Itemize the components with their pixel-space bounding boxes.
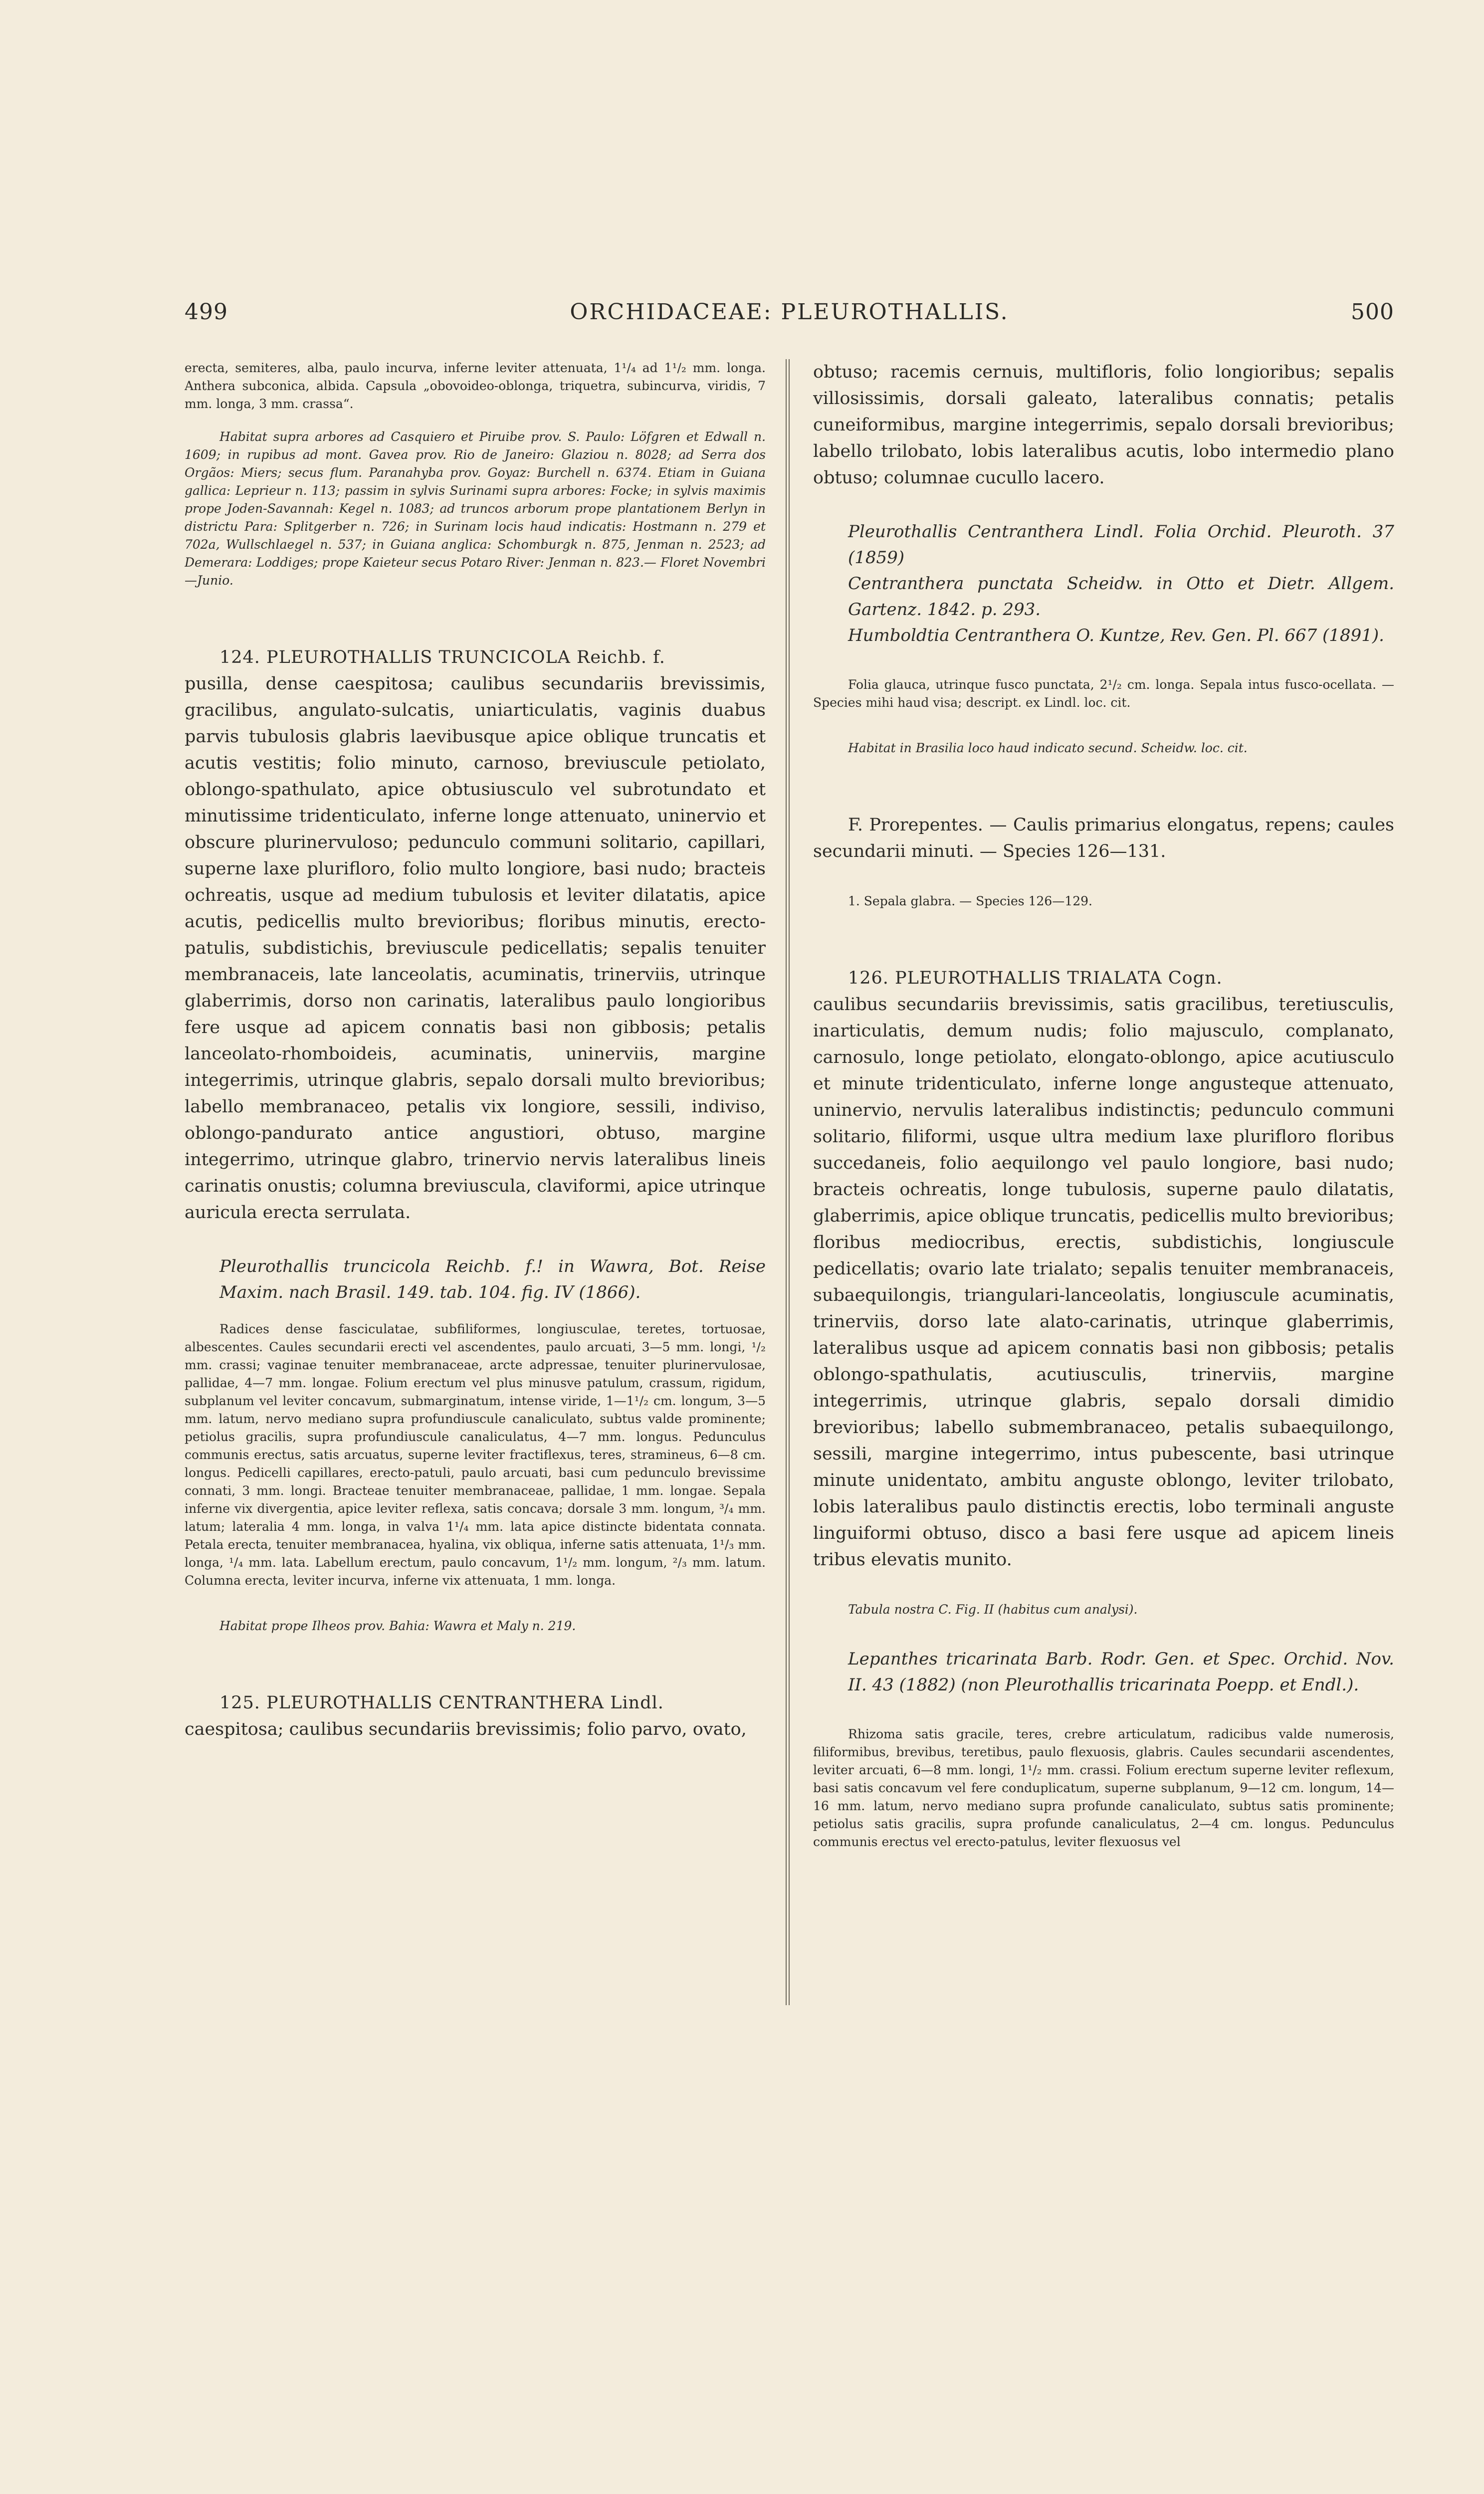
page-number-right: 500 <box>1351 299 1394 325</box>
species-126-diagnosis: caulibus secundariis brevissimis, satis gracilibus, teretiusculis, inarticulatis, demum nudis; folio majusculo, complanato, carnosulo, longe petiolato, elongato-oblongo, apice acutiusculo et minute tridenticulato, inferne longe angusteque attenuato, uninervio, nervulis lateralibus indistinctis; pedunculo communi solitario, filiformi, usque ultra medium laxe plurifloro floribus succedaneis, folio aequilongo vel paulo longiore, basi nudo; bracteis ochreatis, longe tubulosis, superne paulo dilatatis, glaberrimis, apice oblique truncatis, pedicellis multo brevioribus; floribus mediocribus, erectis, subdistichis, longiuscule pedicellatis; ovario late trialato; sepalis tenuiter membranaceis, subaequilongis, triangulari-lanceolatis, longiuscule acuminatis, trinerviis, dorso late alato-carinatis, utrinque glaberrimis, lateralibus usque ad apicem connatis basi non gibbosis; petalis oblongo-spathulatis, acutiusculis, trinerviis, margine integerrimis, utrinque glabris, sepalo dorsali dimidio brevioribus; labello submembranaceo, petalis subaequilongo, sessili, margine integerrimo, intus pubescente, basi utrinque minute unidentato, ambitu anguste oblongo, leviter trilobato, lobis lateralibus paulo distinctis erectis, lobo terminali anguste linguiformi obtuso, disco a basi fere usque ad apicem lineis tribus elevatis munito. <box>813 995 1394 1570</box>
species-124-citation: Pleurothallis truncicola Reichb. f.! in Wawra, Bot. Reise Maxim. nach Brasil. 149. tab. 104. fig. IV (1866). <box>219 1256 766 1302</box>
running-title: ORCHIDACEAE: PLEUROTHALLIS. <box>570 299 1009 325</box>
species-124-habitat: Habitat prope Ilheos prov. Bahia: Wawra et Maly n. 219. <box>219 1619 576 1633</box>
habitat-123: Habitat supra arbores ad Casquiero et Piruibe prov. S. Paulo: Löfgren et Edwall n. 1609; in rupibus ad mont. Gavea prov. Rio de Janeiro: Glaziou n. 8028; ad Serra dos Orgãos: Miers; secus flum. Paranahyba prov. Goyaz: Burchell n. 6374. Etiam in Guiana gallica: Leprieur n. 113; passim in sylvis Surinami supra arbores: Focke; in sylvis maximis prope Joden-Savannah: Kegel n. 1083; ad truncos arborum prope plantationem Berlyn in districtu Para: Splitgerber n. 726; in Surinam locis haud indicatis: Hostmann n. 279 et 702a, Wullschlaegel n. 537; in Guiana anglica: Schomburgk n. 875, Jenman n. 2523; ad Demerara: Loddiges; prope Kaieteur secus Potaro River: Jenman n. 823.— Floret Novembri—Junio. <box>185 429 766 588</box>
species-126-description: Rhizoma satis gracile, teres, crebre articulatum, radicibus valde numerosis, filiformibus, brevibus, teretibus, paulo flexuosis, glabris. Caules secundarii ascendentes, leviter arcuati, 6—8 mm. longi, 1¹/₂ mm. crassi. Folium erectum superne leviter reflexum, basi satis concavum vel fere conduplicatum, superne subplanum, 9—12 cm. longum, 14—16 mm. latum, nervo mediano supra profunde canaliculato, subtus satis prominente; petiolus satis gracilis, supra profunde canaliculatus, 2—4 cm. longus. Pedunculus communis erectus vel erecto-patulus, leviter flexuosus vel <box>813 1727 1394 1849</box>
species-124-description: Radices dense fasciculatae, subfiliformes, longiusculae, teretes, tortuosae, albescentes. Caules secundarii erecti vel ascendentes, paulo arcuati, 3—5 mm. longi, ¹/₂ mm. crassi; vaginae tenuiter membranaceae, arcte adpressae, tenuiter plurinervulosae, pallidae, 4—7 mm. longae. Folium erectum vel plus minusve patulum, crassum, rigidum, subplanum vel leviter concavum, submarginatum, intense viride, 1—1¹/₂ cm. longum, 3—5 mm. latum, nervo mediano supra profundiuscule canaliculato, subtus valde prominente; petiolus gracilis, supra profundiuscule canaliculatus, 4—7 mm. longus. Pedunculus communis erectus, satis arcuatus, superne leviter fractiflexus, teres, stramineus, 6—8 cm. longus. Pedicelli capillares, erecto-patuli, paulo arcuati, basi cum pedunculo brevissime connati, 3 mm. longi. Bracteae tenuiter membranaceae, pallidae, 1 mm. longae. Sepala inferne vix divergentia, apice leviter reflexa, satis concava; dorsale 3 mm. longum, ³/₄ mm. latum; lateralia 4 mm. longa, in valva 1¹/₄ mm. lata apice distincte bidentata connata. Petala erecta, tenuiter membranacea, hyalina, vix obliqua, inferne satis attenuata, 1¹/₃ mm. longa, ¹/₄ mm. lata. Labellum erectum, paulo concavum, 1¹/₂ mm. longum, ²/₃ mm. latum. Columna erecta, leviter incurva, inferne vix attenuata, 1 mm. longa. <box>185 1322 766 1588</box>
species-125-diagnosis-cont: obtuso; racemis cernuis, multifloris, folio longioribus; sepalis villosissimis, dorsali galeato, lateralibus connatis; petalis cuneiformibus, margine integerrimis, sepalo dorsali brevioribus; labello trilobato, lobis lateralibus acutis, lobo intermedio plano obtuso; columnae cucullo lacero. <box>813 362 1394 488</box>
species-125-citation-1: Pleurothallis Centranthera Lindl. Folia Orchid. Pleuroth. 37 (1859) <box>848 522 1394 568</box>
species-126-citation: Lepanthes tricarinata Barb. Rodr. Gen. et Spec. Orchid. Nov. II. 43 (1882) (non Pleurothallis tricarinata Poepp. et Endl.). <box>848 1649 1394 1695</box>
species-126-title: 126. PLEUROTHALLIS TRIALATA Cogn. <box>848 968 1223 988</box>
page-number-left: 499 <box>185 299 228 325</box>
species-125-citation-3: Humboldtia Centranthera O. Kuntze, Rev. Gen. Pl. 667 (1891). <box>848 625 1384 645</box>
left-column <box>185 359 766 2454</box>
continued-description: erecta, semiteres, alba, paulo incurva, inferne leviter attenuata, 1¹/₄ ad 1¹/₂ mm. longa. Anthera subconica, albida. Capsula „obovoideo-oblonga, triquetra, subincurva, viridis, 7 mm. longa, 3 mm. crassa“. <box>185 361 766 411</box>
species-125-citation-2: Centranthera punctata Scheidw. in Otto et Dietr. Allgem. Gartenz. 1842. p. 293. <box>848 574 1394 620</box>
species-125-diagnosis-start: caespitosa; caulibus secundariis brevissimis; folio parvo, ovato, <box>185 1719 747 1739</box>
species-125-habitat: Habitat in Brasilia loco haud indicato secund. Scheidw. loc. cit. <box>848 741 1248 755</box>
section-prorepentes: F. Prorepentes. — Caulis primarius elongatus, repens; caules secundarii minuti. — Species 126—131. <box>813 815 1394 861</box>
species-125-title: 125. PLEUROTHALLIS CENTRANTHERA Lindl. <box>219 1693 664 1713</box>
subsection-sepala-glabra: 1. Sepala glabra. — Species 126—129. <box>848 894 1092 908</box>
plate-reference: Tabula nostra C. Fig. II (habitus cum analysi). <box>848 1602 1138 1617</box>
species-124-title: 124. PLEUROTHALLIS TRUNCICOLA Reichb. f. <box>219 647 665 667</box>
page-header <box>185 299 1394 329</box>
species-124-diagnosis: pusilla, dense caespitosa; caulibus secundariis brevissimis, gracilibus, angulato-sulcatis, uniarticulatis, vaginis duabus parvis tubulosis glabris laevibusque apice oblique truncatis et acutis vestitis; folio minuto, carnoso, breviuscule petiolato, oblongo-spathulato, apice obtusiusculo vel subrotundato et minutissime tridenticulato, inferne longe attenuato, uninervio et obscure plurinervuloso; pedunculo communi solitario, capillari, superne laxe plurifloro, folio multo longiore, basi nudo; bracteis ochreatis, usque ad medium tubulosis et leviter dilatatis, apice acutis, pedicellis multo brevioribus; floribus minutis, erecto-patulis, subdistichis, breviuscule pedicellatis; sepalis tenuiter membranaceis, late lanceolatis, acuminatis, trinerviis, utrinque glaberrimis, dorso non carinatis, lateralibus paulo longioribus fere usque ad apicem connatis basi non gibbosis; petalis lanceolato-rhomboideis, acuminatis, uninerviis, margine integerrimis, utrinque glabris, sepalo dorsali multo brevioribus; labello membranaceo, petalis vix longiore, sessili, indiviso, oblongo-pandurato antice angustiori, obtuso, margine integerrimo, utrinque glabro, trinervio nervis lateralibus lineis carinatis onustis; columna breviuscula, claviformi, apice utrinque auricula erecta serrulata. <box>185 674 766 1223</box>
right-column <box>813 359 1394 2454</box>
column-divider <box>786 359 790 2005</box>
species-125-description: Folia glauca, utrinque fusco punctata, 2¹/₂ cm. longa. Sepala intus fusco-ocellata. — Species mihi haud visa; descript. ex Lindl. loc. cit. <box>813 677 1394 710</box>
